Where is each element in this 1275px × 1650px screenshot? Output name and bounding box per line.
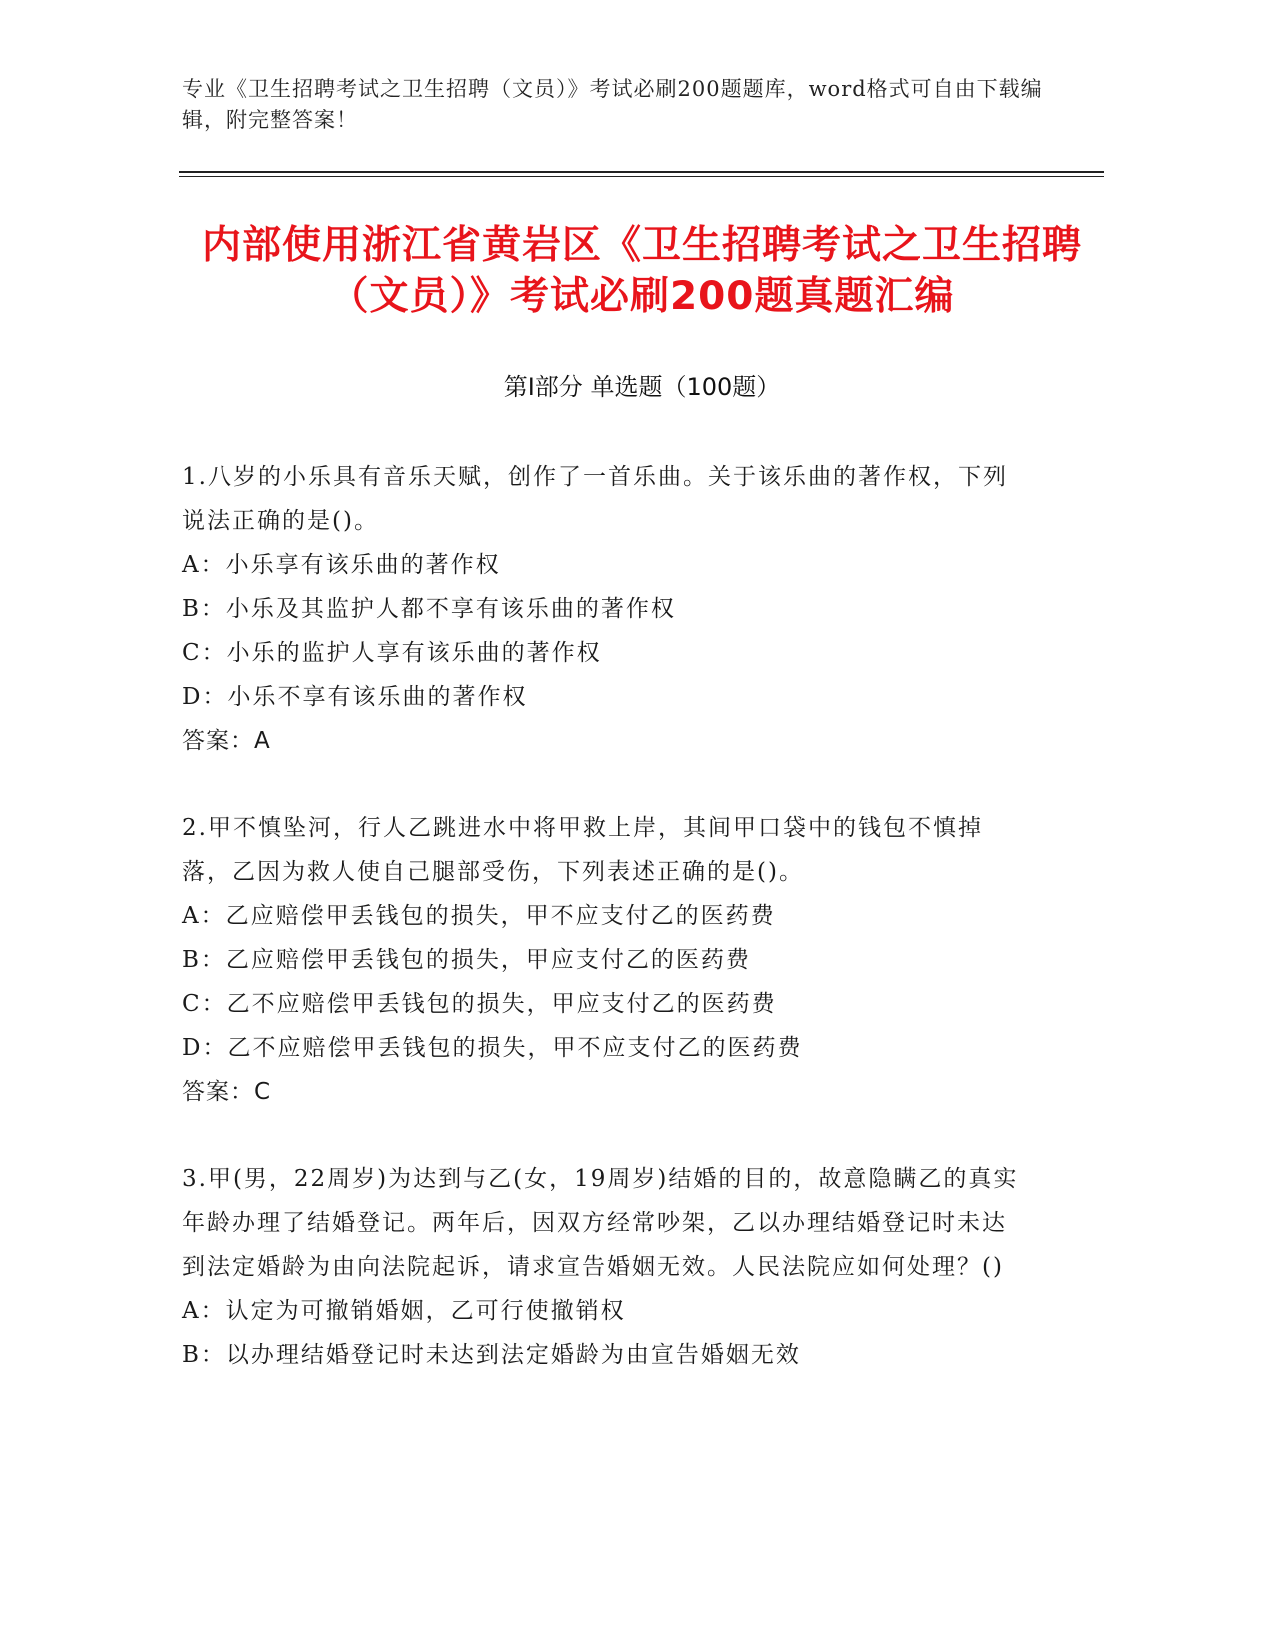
- question-1: [182, 455, 1022, 763]
- option-d: D：小乐不享有该乐曲的著作权: [182, 684, 528, 710]
- option-c: C：小乐的监护人享有该乐曲的著作权: [182, 640, 602, 666]
- question-stem: 1.八岁的小乐具有音乐天赋，创作了一首乐曲。关于该乐曲的著作权，下列说法正确的是()。: [182, 464, 1008, 534]
- option-a: A：乙应赔偿甲丢钱包的损失，甲不应支付乙的医药费: [182, 903, 776, 929]
- question-stem: 2.甲不慎坠河，行人乙跳进水中将甲救上岸，其间甲口袋中的钱包不慎掉落，乙因为救人使自己腿部受伤，下列表述正确的是()。: [182, 815, 983, 885]
- question-list: [182, 455, 1022, 1420]
- section-title: 第I部分 单选题（100题）: [503, 373, 781, 401]
- option-a: A：认定为可撤销婚姻，乙可行使撤销权: [182, 1298, 626, 1324]
- option-d: D：乙不应赔偿甲丢钱包的损失，甲不应支付乙的医药费: [182, 1035, 803, 1061]
- header-note: 专业《卫生招聘考试之卫生招聘（文员）》考试必刷200题题库，word格式可自由下载编辑，附完整答案！: [182, 77, 1043, 132]
- question-3: [182, 1157, 1022, 1377]
- answer: 答案：A: [182, 728, 271, 754]
- document-title: 内部使用浙江省黄岩区《卫生招聘考试之卫生招聘（文员）》考试必刷200题真题汇编: [201, 223, 1082, 319]
- question-2: [182, 806, 1022, 1114]
- option-c: C：乙不应赔偿甲丢钱包的损失，甲应支付乙的医药费: [182, 991, 777, 1017]
- header-divider-thick: [179, 171, 1104, 173]
- option-a: A：小乐享有该乐曲的著作权: [182, 552, 501, 578]
- header-divider-thin: [179, 176, 1104, 177]
- answer: 答案：C: [182, 1079, 272, 1105]
- option-b: B：以办理结婚登记时未达到法定婚龄为由宣告婚姻无效: [182, 1342, 801, 1368]
- option-b: B：小乐及其监护人都不享有该乐曲的著作权: [182, 596, 676, 622]
- option-b: B：乙应赔偿甲丢钱包的损失，甲应支付乙的医药费: [182, 947, 751, 973]
- question-stem: 3.甲(男，22周岁)为达到与乙(女，19周岁)结婚的目的，故意隐瞒乙的真实年龄办理了结婚登记。两年后，因双方经常吵架，乙以办理结婚登记时未达到法定婚龄为由向法院起诉，请求宣告婚姻无效。人民法院应如何处理？(): [182, 1166, 1019, 1280]
